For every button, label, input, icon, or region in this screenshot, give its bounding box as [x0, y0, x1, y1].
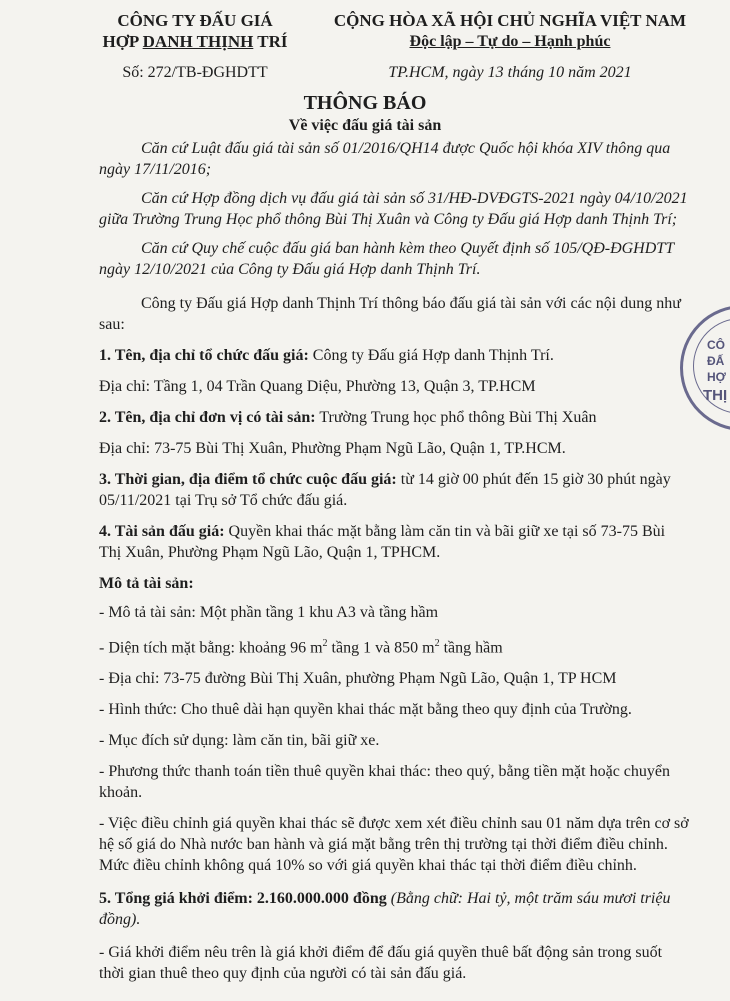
section-1-address: Địa chỉ: Tầng 1, 04 Trần Quang Diệu, Phường 13, Quận 3, TP.HCM: [99, 378, 536, 395]
section-2-address: Địa chỉ: 73-75 Bùi Thị Xuân, Phường Phạm Ngũ Lão, Quận 1, TP.HCM.: [99, 440, 566, 457]
section-2-text: Trường Trung học phổ thông Bùi Thị Xuân: [315, 409, 597, 426]
description-item: - Mục đích sử dụng: làm căn tin, bãi giữ xe.: [99, 732, 380, 750]
section-1-label: 1. Tên, địa chỉ tổ chức đấu giá:: [99, 347, 309, 364]
section-1-text: Công ty Đấu giá Hợp danh Thịnh Trí.: [308, 347, 554, 364]
description-heading: Mô tả tài sản:: [99, 575, 194, 592]
place-date: TP.HCM, ngày 13 tháng 10 năm 2021: [388, 64, 632, 81]
issuer-name-line1: CÔNG TY ĐẤU GIÁ: [117, 11, 273, 30]
issuer-name-part-end: TRÍ: [253, 32, 288, 51]
legal-basis-3: Căn cứ Quy chế cuộc đấu giá ban hành kèm theo Quyết định số 105/QĐ-ĐGHDTT ngày 12/10/2021 của Công ty Đấu giá Hợp danh Thịnh Trí.: [99, 240, 674, 278]
section-3: [99, 469, 691, 511]
seal-text: ĐẤ: [707, 354, 725, 368]
area-text: tầng hầm: [439, 639, 503, 657]
area-text: tầng 1 và 850 m: [327, 639, 435, 657]
seal-text: CÔ: [707, 338, 725, 352]
description-item: - Việc điều chỉnh giá quyền khai thác sẽ được xem xét điều chỉnh sau 01 năm dựa trên cơ sở hệ số giá do Nhà nước ban hành và giá mặt bằng trên thị trường tại thời điểm điều chỉnh. Mức điều chỉnh không quá 10% so với giá quyền khai thác tại thời điểm điều chỉnh.: [99, 815, 689, 875]
seal-text: THỊ: [703, 387, 728, 404]
national-motto: Độc lập – Tự do – Hạnh phúc: [409, 33, 611, 50]
intro-paragraph: Công ty Đấu giá Hợp danh Thịnh Trí thông báo đấu giá tài sản với các nội dung như sau:: [99, 295, 681, 333]
section-5-words: (Bằng chữ: Hai tỷ, một trăm sáu mươi triệu đồng).: [99, 890, 671, 929]
description-item: - Mô tả tài sản: Một phần tầng 1 khu A3 và tầng hầm: [99, 604, 439, 621]
document-number: Số: 272/TB-ĐGHDTT: [122, 64, 268, 81]
section-5-label: 5. Tổng giá khởi điểm: 2.160.000.000 đồng: [99, 890, 387, 908]
section-4-text: Quyền khai thác mặt bằng làm căn tin và bãi giữ xe tại số 73-75 Bùi Thị Xuân, Phường Phạm Ngũ Lão, Quận 1, TPHCM.: [99, 523, 666, 561]
section-1: [99, 345, 691, 366]
area-superscript: 2: [322, 638, 328, 649]
issuer-name-line2: [84, 31, 306, 52]
seal-text: HỢ: [707, 370, 726, 384]
description-item: - Địa chỉ: 73-75 đường Bùi Thị Xuân, phường Phạm Ngũ Lão, Quận 1, TP HCM: [99, 670, 617, 688]
national-title: CỘNG HÒA XÃ HỘI CHỦ NGHĨA VIỆT NAM: [333, 11, 687, 30]
section-3-text: từ 14 giờ 00 phút đến 15 giờ 30 phút ngày 05/11/2021 tại Trụ sở Tổ chức đấu giá.: [99, 471, 671, 509]
issuer-name-part: HỢP: [102, 32, 143, 51]
legal-basis-1: Căn cứ Luật đấu giá tài sản số 01/2016/QH14 được Quốc hội khóa XIV thông qua ngày 17/11/2016;: [99, 140, 671, 178]
issuer-block: [84, 10, 306, 82]
section-3-label: 3. Thời gian, địa điểm tổ chức cuộc đấu giá:: [99, 471, 397, 488]
section-2-label: 2. Tên, địa chỉ đơn vị có tài sản:: [99, 409, 316, 426]
area-text: - Diện tích mặt bằng: khoảng 96 m: [99, 639, 323, 657]
document-subtitle: Về việc đấu giá tài sản: [288, 117, 442, 134]
legal-basis-2: Căn cứ Hợp đồng dịch vụ đấu giá tài sản số 31/HĐ-DVĐGTS-2021 ngày 04/10/2021 giữa Trường Trung Học phổ thông Bùi Thị Xuân và Công ty Đấu giá Hợp danh Thịnh Trí;: [99, 190, 688, 228]
national-header: [320, 10, 700, 82]
document-body: [99, 138, 691, 984]
document-title: THÔNG BÁO: [303, 92, 427, 114]
section-5: [99, 888, 691, 930]
description-item: - Phương thức thanh toán tiền thuê quyền khai thác: theo quý, bằng tiền mặt hoặc chuyển khoản.: [99, 763, 670, 802]
area-superscript: 2: [434, 638, 440, 649]
section-4: [99, 521, 691, 563]
issuer-name-underlined: DANH THỊNH: [142, 32, 254, 51]
section-5-note: - Giá khởi điểm nêu trên là giá khởi điểm để đấu giá quyền thuê bất động sản trong suốt thời gian thuê theo quy định của người có tài sản đấu giá.: [99, 944, 663, 983]
section-2: [99, 407, 691, 428]
section-4-label: 4. Tài sản đấu giá:: [99, 523, 225, 540]
description-item-area: [99, 633, 691, 658]
description-item: - Hình thức: Cho thuê dài hạn quyền khai thác mặt bằng theo quy định của Trường.: [99, 701, 632, 719]
